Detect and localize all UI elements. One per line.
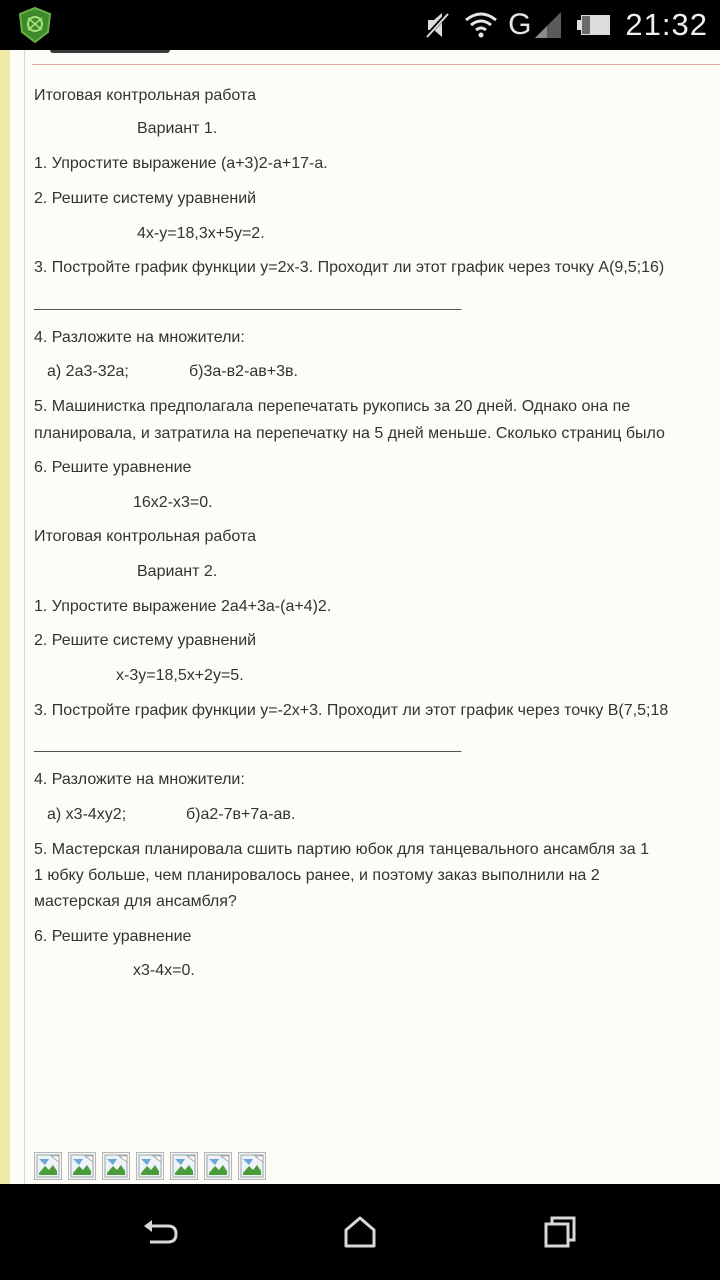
v2-question-6: 6. Решите уравнение (34, 928, 192, 945)
v2-question-4: 4. Разложите на множители: (34, 771, 245, 788)
battery-icon (577, 14, 611, 36)
v1-question-4a: а) 2а3-32а; (47, 363, 129, 380)
mute-icon (424, 10, 452, 40)
clock: 21:32 (625, 7, 708, 42)
variant2-title: Итоговая контрольная работа (34, 528, 257, 545)
variant2-label: Вариант 2. (137, 563, 218, 580)
variant1-title: Итоговая контрольная работа (34, 87, 257, 104)
app-shield-icon (16, 6, 54, 44)
status-bar (0, 0, 720, 50)
v2-question-5-line3: мастерская для ансамбля? (34, 893, 237, 910)
broken-image-strip (34, 1152, 272, 1180)
v2-question-1: 1. Упростите выражение 2а4+3а-(а+4)2. (34, 598, 332, 615)
broken-image-icon[interactable] (102, 1152, 130, 1180)
v1-question-4: 4. Разложите на множители: (34, 329, 245, 346)
header-edge (50, 50, 170, 53)
v2-question-4a: а) х3-4ху2; (47, 806, 127, 823)
top-divider (32, 64, 720, 65)
home-icon[interactable] (340, 1212, 380, 1252)
broken-image-icon[interactable] (204, 1152, 232, 1180)
v2-question-5-line2: 1 юбку больше, чем планировалось ранее, и поэтому заказ выполнили на 2 (34, 867, 600, 884)
v1-question-2: 2. Решите систему уравнений (34, 190, 257, 207)
recent-apps-icon[interactable] (540, 1212, 580, 1252)
v1-question-3: 3. Постройте график функции у=2х-3. Проходит ли этот график через точку А(9,5;16) (34, 259, 665, 276)
v1-question-5-line2: планировала, и затратила на перепечатку на 5 дней меньше. Сколько страниц было (34, 425, 665, 442)
broken-image-icon[interactable] (238, 1152, 266, 1180)
v1-question-5-line1: 5. Машинистка предполагала перепечатать рукопись за 20 дней. Однако она пе (34, 398, 631, 415)
wifi-icon (464, 11, 498, 39)
broken-image-icon[interactable] (34, 1152, 62, 1180)
v1-question-6: 6. Решите уравнение (34, 459, 192, 476)
page-left-border (24, 50, 25, 1184)
signal-icon (533, 10, 563, 40)
v1-separator: ________________________________________________ (34, 294, 462, 311)
v1-question-4b: б)3а-в2-ав+3в. (189, 363, 298, 380)
broken-image-icon[interactable] (136, 1152, 164, 1180)
v2-question-5-line1: 5. Мастерская планировала сшить партию юбок для танцевального ансамбля за 1 (34, 841, 649, 858)
v2-question-3: 3. Постройте график функции у=-2х+3. Проходит ли этот график через точку В(7,5;18 (34, 702, 669, 719)
v2-question-6-equation: х3-4х=0. (133, 962, 195, 979)
network-type-label: G (508, 8, 532, 41)
broken-image-icon[interactable] (170, 1152, 198, 1180)
navigation-bar (0, 1184, 720, 1280)
v2-question-2: 2. Решите систему уравнений (34, 632, 257, 649)
v1-question-2-equation: 4х-у=18,3х+5у=2. (137, 225, 265, 242)
v1-question-6-equation: 16х2-х3=0. (133, 494, 213, 511)
v2-question-4b: б)а2-7в+7а-ав. (186, 806, 296, 823)
back-icon[interactable] (140, 1212, 180, 1252)
variant1-label: Вариант 1. (137, 120, 218, 137)
web-content[interactable] (0, 50, 720, 1184)
v1-question-1: 1. Упростите выражение (а+3)2-а+17-а. (34, 155, 328, 172)
page-left-rail (0, 50, 10, 1184)
v2-question-2-equation: х-3у=18,5х+2у=5. (116, 667, 244, 684)
broken-image-icon[interactable] (68, 1152, 96, 1180)
v2-separator: ________________________________________________ (34, 736, 462, 753)
